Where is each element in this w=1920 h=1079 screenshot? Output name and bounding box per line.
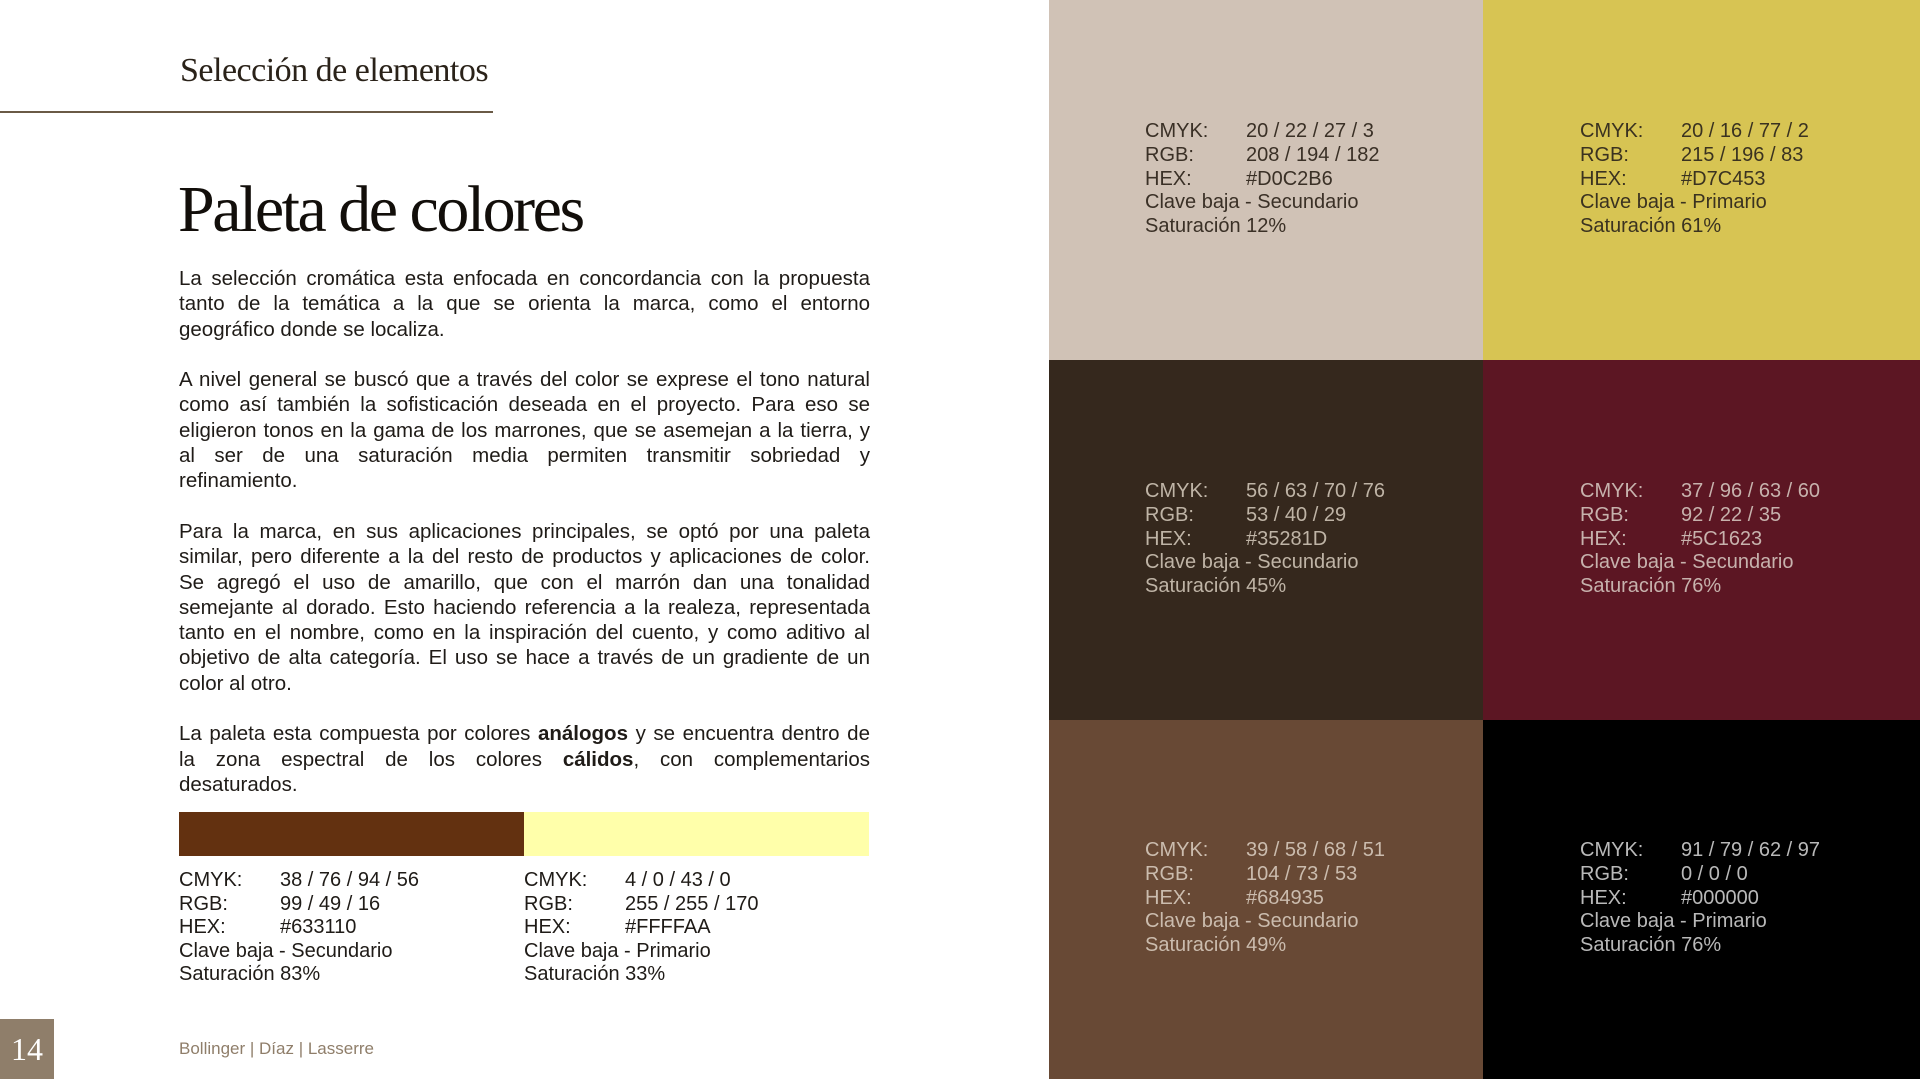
hex-value: #000000 (1681, 886, 1759, 909)
hex-value: #35281D (1246, 527, 1328, 550)
tile-info (1145, 480, 1385, 599)
rgb-label: RGB: (1145, 862, 1194, 885)
key-value: Clave baja - Secundario (1145, 910, 1359, 933)
tile-info (1145, 120, 1379, 239)
cmyk-label: CMYK: (524, 869, 588, 891)
hex-label: HEX: (1580, 527, 1627, 550)
rgb-label: RGB: (1145, 503, 1194, 526)
tile-info (1580, 120, 1809, 239)
saturation-value: Saturación 76% (1580, 934, 1722, 957)
cmyk-value: 20 / 22 / 27 / 3 (1246, 120, 1374, 142)
rgb-label: RGB: (1580, 862, 1629, 885)
rgb-value: 0 / 0 / 0 (1681, 862, 1748, 885)
hex-label: HEX: (1145, 886, 1192, 909)
saturation-value: Saturación 61% (1580, 215, 1722, 238)
paragraph-4-text: , con complementarios desaturados. (179, 747, 871, 796)
key-value: Clave baja - Primario (1580, 910, 1767, 933)
paragraph-1: La selección cromática esta enfocada en concordancia con la propuesta tanto de la temática a la que se orienta la marca, como el entorno geográfico donde se localiza. (179, 267, 870, 341)
warm-term: cálidos (562, 747, 634, 771)
rgb-label: RGB: (1145, 143, 1194, 166)
saturation-value: Saturación 76% (1580, 575, 1722, 598)
cmyk-label: CMYK: (1580, 839, 1644, 861)
rgb-label: RGB: (1580, 143, 1629, 166)
rgb-label: RGB: (179, 892, 228, 915)
key-value: Clave baja - Primario (524, 939, 711, 962)
cmyk-value: 4 / 0 / 43 / 0 (625, 869, 731, 891)
paragraph-4 (179, 721, 870, 797)
cmyk-label: CMYK: (1580, 120, 1644, 142)
tile-info (1580, 839, 1820, 958)
page-title: Paleta de colores (178, 173, 583, 246)
main-color-info-yellow (524, 869, 758, 987)
hex-label: HEX: (1580, 886, 1627, 909)
body-text (179, 266, 870, 823)
rgb-value: 208 / 194 / 182 (1246, 143, 1380, 166)
cmyk-label: CMYK: (1145, 480, 1209, 502)
rgb-value: 255 / 255 / 170 (625, 892, 759, 915)
color-tile-burgundy (1483, 360, 1920, 720)
paragraph-2: A nivel general se buscó que a través del color se exprese el tono natural como así también la sofisticación deseada en el proyecto. Para eso se eligieron tonos en la gama de los marrones, que se asemejan a la tierra, y al ser de una saturación media permiten transmitir sobriedad y refinamiento. (179, 368, 870, 493)
rgb-value: 92 / 22 / 35 (1681, 503, 1782, 526)
hex-value: #D7C453 (1681, 167, 1766, 190)
tile-info (1145, 839, 1385, 958)
key-value: Clave baja - Primario (1580, 191, 1767, 214)
hex-value: #633110 (280, 916, 357, 939)
rgb-label: RGB: (524, 892, 573, 915)
cmyk-label: CMYK: (1145, 839, 1209, 861)
rgb-value: 53 / 40 / 29 (1246, 503, 1347, 526)
cmyk-label: CMYK: (1580, 480, 1644, 502)
rgb-label: RGB: (1580, 503, 1629, 526)
hex-label: HEX: (524, 916, 571, 939)
paragraph-3: Para la marca, en sus aplicaciones principales, se optó por una paleta similar, pero diferente a la del resto de productos y aplicaciones de color. Se agregó el uso de amarillo, que con el marrón dan una tonalidad semejante al dorado. Esto haciendo referencia a la realeza, representada tanto en el nombre, como en la inspiración del cuento, y como aditivo al objetivo de alta categoría. El uso se hace a través de un gradiente de un color al otro. (179, 519, 870, 695)
footer-authors: Bollinger | Díaz | Lasserre (179, 1039, 374, 1058)
saturation-value: Saturación 49% (1145, 934, 1287, 957)
key-value: Clave baja - Secundario (179, 939, 393, 962)
section-title: Selección de elementos (180, 52, 489, 89)
key-value: Clave baja - Secundario (1145, 551, 1359, 574)
hex-value: #684935 (1246, 886, 1324, 909)
main-color-swatch-yellow (524, 812, 869, 856)
hex-value: #5C1623 (1681, 527, 1763, 550)
hex-label: HEX: (179, 916, 226, 939)
cmyk-value: 20 / 16 / 77 / 2 (1681, 120, 1809, 142)
color-tile-medium-brown (1049, 720, 1483, 1079)
tile-info (1580, 480, 1820, 599)
color-tile-gold (1483, 0, 1920, 360)
paragraph-4-text: y se encuentra dentro de la zona espectral de los colores (179, 722, 870, 771)
hex-value: #D0C2B6 (1246, 167, 1333, 190)
saturation-value: Saturación 45% (1145, 575, 1287, 598)
cmyk-value: 38 / 76 / 94 / 56 (280, 869, 419, 891)
hex-label: HEX: (1145, 167, 1192, 190)
cmyk-value: 37 / 96 / 63 / 60 (1681, 480, 1820, 502)
section-divider (0, 111, 493, 113)
analogous-term: análogos (537, 722, 628, 746)
cmyk-value: 91 / 79 / 62 / 97 (1681, 839, 1820, 861)
cmyk-value: 56 / 63 / 70 / 76 (1246, 480, 1385, 502)
saturation-value: Saturación 33% (524, 963, 666, 986)
key-value: Clave baja - Secundario (1145, 191, 1359, 214)
main-color-info-brown (179, 869, 419, 987)
saturation-value: Saturación 83% (179, 963, 321, 986)
cmyk-label: CMYK: (1145, 120, 1209, 142)
hex-label: HEX: (1580, 167, 1627, 190)
key-value: Clave baja - Secundario (1580, 551, 1794, 574)
cmyk-label: CMYK: (179, 869, 243, 891)
color-tile-beige (1049, 0, 1483, 360)
main-color-swatch-brown (179, 812, 524, 856)
color-tile-dark-brown (1049, 360, 1483, 720)
paragraph-4-text: La paleta esta compuesta por colores (179, 722, 538, 746)
rgb-value: 215 / 196 / 83 (1681, 143, 1804, 166)
hex-value: #FFFFAA (625, 916, 711, 939)
hex-label: HEX: (1145, 527, 1192, 550)
rgb-value: 99 / 49 / 16 (280, 892, 381, 915)
page-number: 14 (0, 1019, 54, 1079)
saturation-value: Saturación 12% (1145, 215, 1287, 238)
rgb-value: 104 / 73 / 53 (1246, 862, 1358, 885)
cmyk-value: 39 / 58 / 68 / 51 (1246, 839, 1385, 861)
color-tile-black (1483, 720, 1920, 1079)
